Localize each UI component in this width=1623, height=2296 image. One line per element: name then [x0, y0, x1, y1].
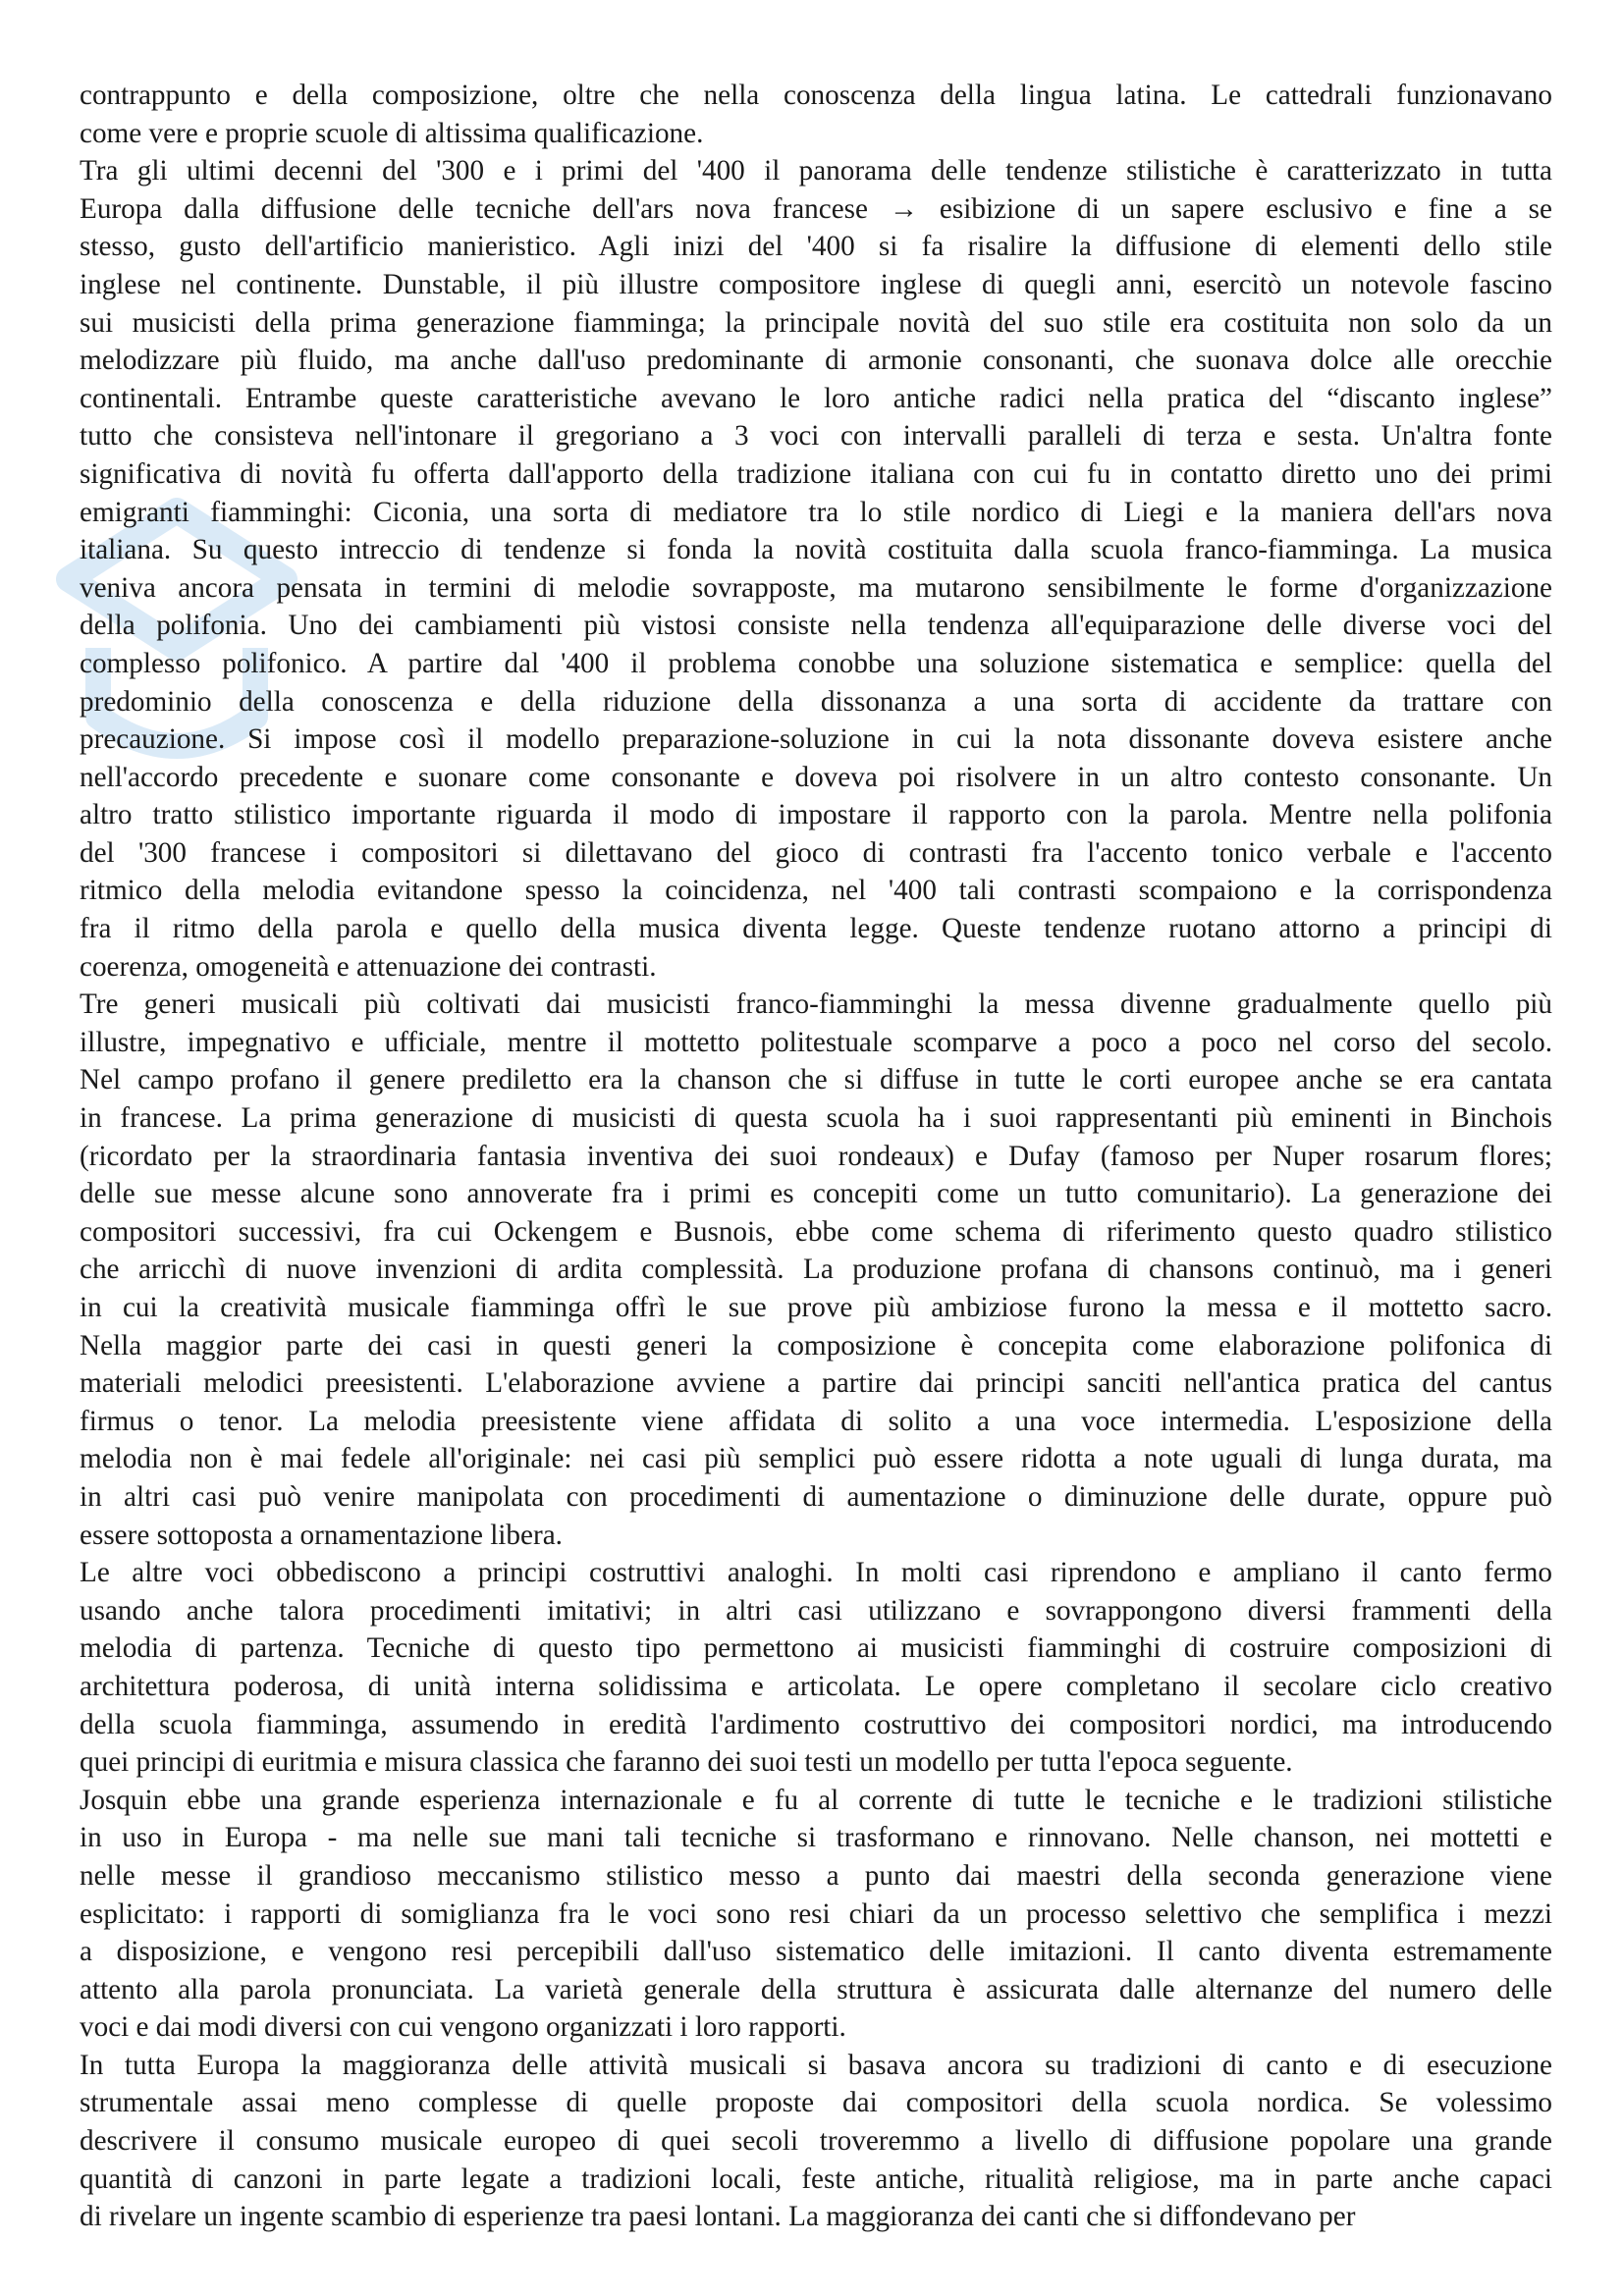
text-line: voci e dai modi diversi con cui vengono organizzati i loro rapporti.: [80, 2011, 846, 2044]
text-line: Tra gli ultimi decenni del '300 e i primi del '400 il panorama delle tendenze stilistiche è caratterizzato in tutta: [80, 155, 1552, 187]
paragraph: [80, 1782, 1552, 2047]
text-line: veniva ancora pensata in termini di melodie sovrapposte, ma mutarono sensibilmente le forme d'organizzazione: [80, 571, 1552, 604]
text-line: Nel campo profano il genere prediletto era la chanson che si diffuse in tutte le corti europee anche se era cantata: [80, 1064, 1552, 1096]
text-line: architettura poderosa, di unità interna solidissima e articolata. Le opere completano il secolare ciclo creativo: [80, 1670, 1552, 1702]
text-line: quantità di canzoni in parte legate a tradizioni locali, feste antiche, ritualità religiose, ma in parte anche capaci: [80, 2163, 1552, 2195]
text-line: della polifonia. Uno dei cambiamenti più vistosi consiste nella tendenza all'equiparazione delle diverse voci del: [80, 610, 1552, 642]
text-line: sui musicisti della prima generazione fiamminga; la principale novità del suo stile era costituita non solo da un: [80, 306, 1552, 339]
text-line: stesso, gusto dell'artificio manieristico. Agli inizi del '400 si fa risalire la diffusione di elementi dello stile: [80, 231, 1552, 263]
text-line: continentali. Entrambe queste caratteristiche avevano le loro antiche radici nella pratica del “discanto inglese”: [80, 382, 1552, 414]
text-line: precauzione. Si impose così il modello preparazione-soluzione in cui la nota dissonante doveva esistere anche: [80, 723, 1552, 756]
text-line: delle sue messe alcune sono annoverate fra i primi es concepiti come un tutto comunitario). La generazione dei: [80, 1178, 1552, 1210]
text-line: quei principi di euritmia e misura classica che faranno dei suoi testi un modello per tutta l'epoca seguente.: [80, 1746, 1293, 1779]
text-line: a disposizione, e vengono resi percepibili dall'uso sistematico delle imitazioni. Il canto diventa estremamente: [80, 1936, 1552, 1968]
text-line: descrivere il consumo musicale europeo di quei secoli troveremmo a livello di diffusione popolare una grande: [80, 2125, 1552, 2158]
text-line: in altri casi può venire manipolata con procedimenti di aumentazione o diminuzione delle durate, oppure può: [80, 1480, 1552, 1513]
text-line: compositori successivi, fra cui Ockengem e Busnois, ebbe come schema di riferimento questo quadro stilistico: [80, 1215, 1552, 1248]
text-line: coerenza, omogeneità e attenuazione dei contrasti.: [80, 950, 657, 983]
text-line: illustre, impegnativo e ufficiale, mentre il mottetto politestuale scomparve a poco a poco nel corso del secolo.: [80, 1026, 1552, 1058]
text-line: inglese nel continente. Dunstable, il più illustre compositore inglese di quegli anni, esercitò un notevole fascino: [80, 268, 1552, 300]
text-line: Nella maggior parte dei casi in questi generi la composizione è concepita come elaborazione polifonica di: [80, 1329, 1552, 1362]
text-line: firmus o tenor. La melodia preesistente viene affidata di solito a una voce intermedia. L'esposizione della: [80, 1405, 1552, 1437]
text-line: di rivelare un ingente scambio di esperienze tra paesi lontani. La maggioranza dei canti che si diffondevano per: [80, 2201, 1356, 2233]
text-line: esplicitato: i rapporti di somiglianza fra le voci sono resi chiari da un processo selettivo che semplifica i mezzi: [80, 1897, 1552, 1930]
document-body: [80, 77, 1552, 2236]
paragraph: [80, 152, 1552, 986]
text-line: Tre generi musicali più coltivati dai musicisti franco-fiamminghi la messa divenne gradualmente quello più: [80, 988, 1552, 1021]
paragraph: [80, 2047, 1552, 2236]
text-line: tutto che consisteva nell'intonare il gregoriano a 3 voci con intervalli paralleli di terza e sesta. Un'altra fonte: [80, 420, 1552, 453]
text-line: come vere e proprie scuole di altissima qualificazione.: [80, 117, 704, 149]
text-line: che arricchì di nuove invenzioni di ardita complessità. La produzione profana di chansons continuò, ma i generi: [80, 1254, 1552, 1286]
text-line: strumentale assai meno complesse di quelle proposte dai compositori della scuola nordica. Se volessimo: [80, 2087, 1552, 2119]
text-line: in cui la creatività musicale fiamminga offrì le sue prove più ambiziose furono la messa e il mottetto sacro.: [80, 1292, 1552, 1323]
text-line: significativa di novità fu offerta dall'apporto della tradizione italiana con cui fu in contatto diretto uno dei primi: [80, 457, 1552, 490]
text-line: ritmico della melodia evitandone spesso la coincidenza, nel '400 tali contrasti scompaiono e la corrispondenza: [80, 875, 1552, 907]
text-line: della scuola fiamminga, assumendo in eredità l'ardimento costruttivo dei compositori nordici, ma introducendo: [80, 1708, 1552, 1740]
text-line: nelle messe il grandioso meccanismo stilistico messo a punto dai maestri della seconda generazione viene: [80, 1859, 1552, 1892]
text-line: del '300 francese i compositori si dilettavano del gioco di contrasti fra l'accento tonico verbale e l'accento: [80, 836, 1552, 869]
text-line: Europa dalla diffusione delle tecniche dell'ars nova francese → esibizione di un sapere esclusivo e fine a se: [80, 192, 1552, 225]
text-line: in francese. La prima generazione di musicisti di questa scuola ha i suoi rappresentanti più eminenti in Binchois: [80, 1102, 1552, 1135]
text-line: (ricordato per la straordinaria fantasia inventiva dei suoi rondeaux) e Dufay (famoso per Nuper rosarum flores;: [80, 1140, 1552, 1172]
text-line: usando anche talora procedimenti imitativi; in altri casi utilizzano e sovrappongono diversi frammenti della: [80, 1594, 1552, 1627]
text-line: in uso in Europa - ma nelle sue mani tali tecniche si trasformano e rinnovano. Nelle chanson, nei mottetti e: [80, 1822, 1552, 1854]
text-line: nell'accordo precedente e suonare come consonante e doveva poi risolvere in un altro contesto consonante. Un: [80, 761, 1552, 793]
paragraph: [80, 1554, 1552, 1782]
text-line: emigranti fiamminghi: Ciconia, una sorta di mediatore tra lo stile nordico di Liegi e la maniera dell'ars nova: [80, 496, 1552, 528]
text-line: In tutta Europa la maggioranza delle attività musicali si basava ancora su tradizioni di canto e di esecuzione: [80, 2049, 1552, 2081]
text-line: melodizzare più fluido, ma anche dall'uso predominante di armonie consonanti, che suonava dolce alle orecchie: [80, 345, 1552, 377]
text-line: italiana. Su questo intreccio di tendenze si fonda la novità costituita dalla scuola franco-fiamminga. La musica: [80, 534, 1552, 566]
text-line: materiali melodici preesistenti. L'elaborazione avviene a partire dai principi sanciti nell'antica pratica del cantus: [80, 1367, 1552, 1400]
paragraph: [80, 77, 1552, 152]
text-line: attento alla parola pronunciata. La varietà generale della struttura è assicurata dalle alternanze del numero delle: [80, 1973, 1552, 2005]
text-line: predominio della conoscenza e della riduzione della dissonanza a una sorta di accidente da trattare con: [80, 685, 1552, 718]
text-line: complesso polifonico. A partire dal '400 il problema conobbe una soluzione sistematica e semplice: quella del: [80, 647, 1552, 679]
text-line: contrappunto e della composizione, oltre che nella conoscenza della lingua latina. Le cattedrali funzionavano: [80, 80, 1552, 111]
text-line: altro tratto stilistico importante riguarda il modo di impostare il rapporto con la parola. Mentre nella polifonia: [80, 799, 1552, 831]
text-line: melodia di partenza. Tecniche di questo tipo permettono ai musicisti fiamminghi di costruire composizioni di: [80, 1632, 1552, 1665]
text-line: essere sottoposta a ornamentazione libera.: [80, 1519, 563, 1551]
text-line: Josquin ebbe una grande esperienza internazionale e fu al corrente di tutte le tecniche e le tradizioni stilistiche: [80, 1784, 1552, 1816]
paragraph: [80, 986, 1552, 1554]
text-line: melodia non è mai fedele all'originale: nei casi più semplici può essere ridotta a note uguali di lunga durata, ma: [80, 1443, 1552, 1475]
text-line: fra il ritmo della parola e quello della musica diventa legge. Queste tendenze ruotano attorno a principi di: [80, 913, 1552, 945]
text-line: Le altre voci obbediscono a principi costruttivi analoghi. In molti casi riprendono e ampliano il canto fermo: [80, 1557, 1552, 1589]
